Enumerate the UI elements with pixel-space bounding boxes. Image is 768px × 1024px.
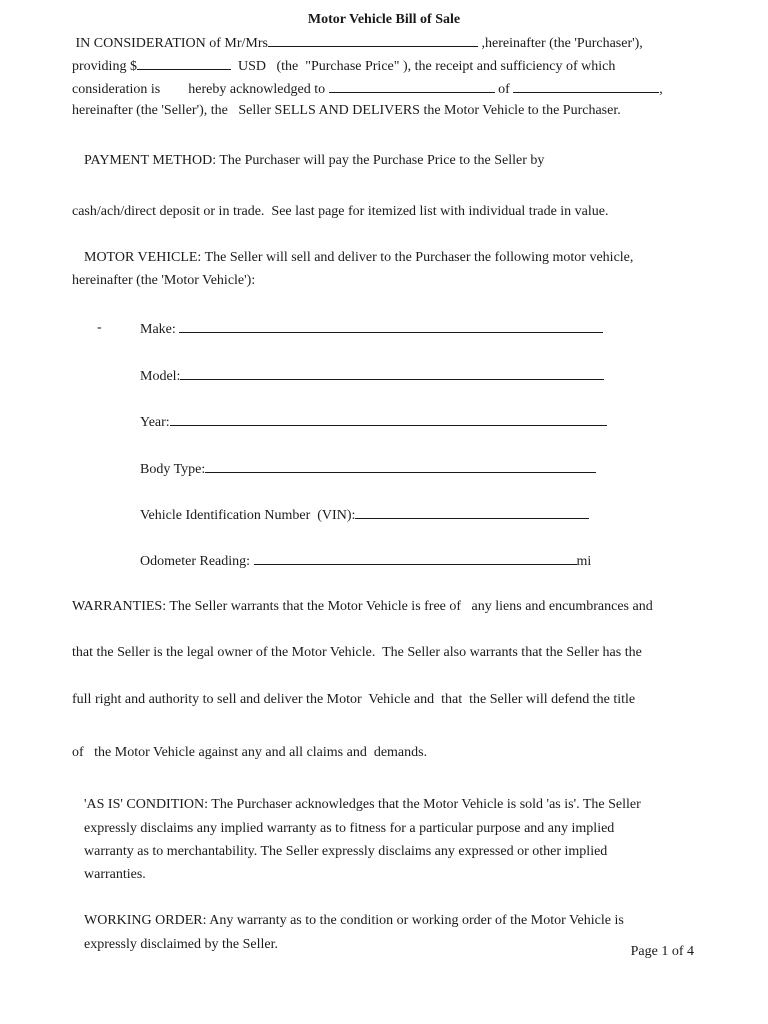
consideration-text: of xyxy=(494,82,514,97)
document-title: Motor Vehicle Bill of Sale xyxy=(307,12,461,27)
consideration-text: IN CONSIDERATION of Mr/Mrs xyxy=(72,36,268,51)
consideration-text: , xyxy=(659,82,663,97)
working-order-line-2: expressly disclaimed by the Seller. xyxy=(84,937,279,952)
warranties-line-4: of the Motor Vehicle against any and all claims and demands. xyxy=(72,745,428,760)
make-blank[interactable] xyxy=(179,318,603,333)
warranties-line-2: that the Seller is the legal owner of the Motor Vehicle. The Seller also warrants that the Seller has the xyxy=(72,645,642,660)
make-label: Make: xyxy=(140,322,180,337)
as-is-line-4: warranties. xyxy=(84,867,146,882)
warranties-line-1: WARRANTIES: The Seller warrants that the Motor Vehicle is free of any liens and encumbrances and xyxy=(72,599,653,614)
page-number: Page 1 of 4 xyxy=(630,944,694,959)
consideration-line-1 xyxy=(72,32,643,54)
seller-name-blank[interactable] xyxy=(329,78,495,93)
motor-vehicle-line-2: hereinafter (the 'Motor Vehicle'): xyxy=(72,273,256,288)
vin-blank[interactable] xyxy=(355,504,589,519)
as-is-line-2: expressly disclaims any implied warranty as to fitness for a particular purpose and any implied xyxy=(84,821,615,836)
consideration-text: ,hereinafter (the 'Purchaser'), xyxy=(478,36,643,51)
odometer-unit: mi xyxy=(576,554,592,569)
seller-address-blank[interactable] xyxy=(513,78,659,93)
odometer-field xyxy=(140,550,591,572)
consideration-text: providing $ xyxy=(72,59,137,74)
vin-field xyxy=(140,504,589,526)
payment-line-1: PAYMENT METHOD: The Purchaser will pay the Purchase Price to the Seller by xyxy=(84,153,545,168)
year-blank[interactable] xyxy=(170,411,607,426)
model-blank[interactable] xyxy=(180,365,604,380)
purchaser-name-blank[interactable] xyxy=(268,32,478,47)
purchase-price-blank[interactable] xyxy=(137,55,231,70)
odometer-blank[interactable] xyxy=(254,550,577,565)
payment-line-2: cash/ach/direct deposit or in trade. See last page for itemized list with individual trade in value. xyxy=(72,204,609,219)
model-label: Model: xyxy=(140,369,181,384)
warranties-line-3: full right and authority to sell and deliver the Motor Vehicle and that the Seller will defend the title xyxy=(72,692,636,707)
body-type-label: Body Type: xyxy=(140,462,206,477)
make-field xyxy=(140,318,603,340)
body-type-field xyxy=(140,458,596,480)
as-is-line-3: warranty as to merchantability. The Seller expressly disclaims any expressed or other implied xyxy=(84,844,608,859)
motor-vehicle-line-1: MOTOR VEHICLE: The Seller will sell and deliver to the Purchaser the following motor vehicle, xyxy=(84,250,634,265)
body-type-blank[interactable] xyxy=(205,458,596,473)
model-field xyxy=(140,365,604,387)
list-bullet: - xyxy=(97,320,102,335)
working-order-line-1: WORKING ORDER: Any warranty as to the condition or working order of the Motor Vehicle is xyxy=(84,913,624,928)
as-is-line-1: 'AS IS' CONDITION: The Purchaser acknowledges that the Motor Vehicle is sold 'as is'. The Seller xyxy=(84,797,641,812)
year-field xyxy=(140,411,607,433)
consideration-line-4: hereinafter (the 'Seller'), the Seller SELLS AND DELIVERS the Motor Vehicle to the Purchaser. xyxy=(72,103,621,118)
odometer-label: Odometer Reading: xyxy=(140,554,254,569)
consideration-line-2 xyxy=(72,55,615,77)
consideration-text: USD (the "Purchase Price" ), the receipt and sufficiency of which xyxy=(230,59,616,74)
consideration-text: consideration is hereby acknowledged to xyxy=(72,82,329,97)
vin-label: Vehicle Identification Number (VIN): xyxy=(140,508,356,523)
consideration-line-3 xyxy=(72,78,663,100)
year-label: Year: xyxy=(140,415,170,430)
